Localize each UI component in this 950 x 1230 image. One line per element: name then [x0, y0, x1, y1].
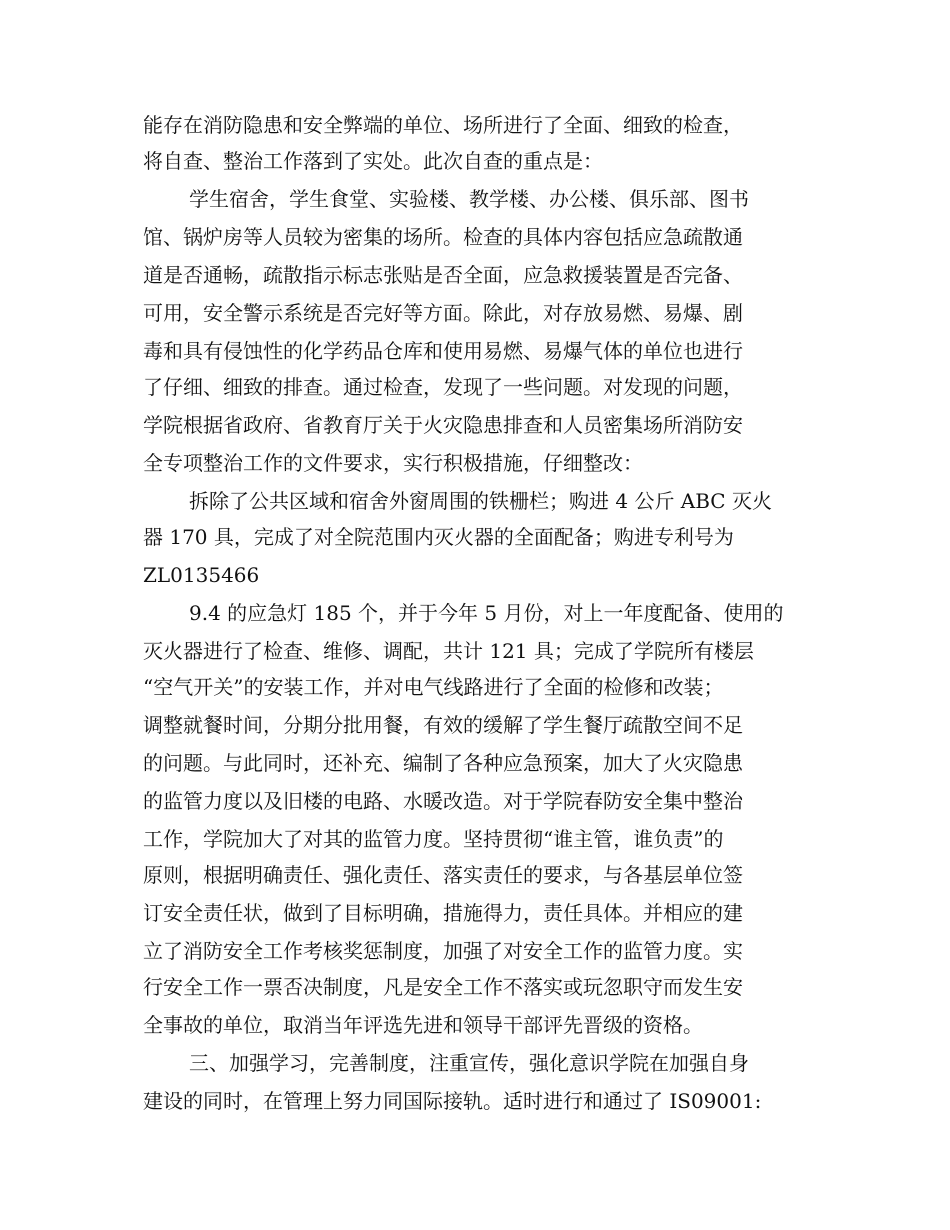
text-line: 的问题。与此同时，还补充、编制了各种应急预案，加大了火灾隐患	[143, 751, 743, 775]
text-line: 全专项整治工作的文件要求，实行积极措施，仔细整改：	[143, 451, 643, 475]
text-line: 原则，根据明确责任、强化责任、落实责任的要求，与各基层单位签	[143, 863, 743, 887]
text-line: 行安全工作一票否决制度，凡是安全工作不落实或玩忽职守而发生安	[143, 975, 743, 999]
text-line: 道是否通畅，疏散指示标志张贴是否全面，应急救援装置是否完备、	[143, 263, 743, 287]
text-line: ZL0135466	[143, 563, 260, 587]
text-line: 立了消防安全工作考核奖惩制度，加强了对安全工作的监管力度。实	[143, 939, 743, 963]
text-line: 建设的同时，在管理上努力同国际接轨。适时进行和通过了 IS09001:	[143, 1089, 762, 1113]
text-line: 工作，学院加大了对其的监管力度。坚持贯彻“谁主管，谁负责”的	[143, 827, 724, 851]
text-line: 9.4 的应急灯 185 个，并于今年 5 月份，对上一年度配备、使用的	[189, 601, 784, 625]
text-line: 的监管力度以及旧楼的电路、水暖改造。对于学院春防安全集中整治	[143, 789, 743, 813]
text-line: 订安全责任状，做到了目标明确，措施得力，责任具体。并相应的建	[143, 901, 743, 925]
text-line: 学生宿舍，学生食堂、实验楼、教学楼、办公楼、俱乐部、图书	[189, 187, 749, 211]
text-line: 三、加强学习，完善制度，注重宣传，强化意识学院在加强自身	[189, 1051, 749, 1075]
text-line: 馆、锅炉房等人员较为密集的场所。检查的具体内容包括应急疏散通	[143, 225, 743, 249]
text-line: 学院根据省政府、省教育厅关于火灾隐患排查和人员密集场所消防安	[143, 413, 743, 437]
text-line: 拆除了公共区域和宿舍外窗周围的铁栅栏；购进 4 公斤 ABC 灭火	[189, 489, 772, 513]
text-line: 灭火器进行了检查、维修、调配，共计 121 具；完成了学院所有楼层	[143, 639, 754, 663]
text-line: 可用，安全警示系统是否完好等方面。除此，对存放易燃、易爆、剧	[143, 301, 743, 325]
text-line: 调整就餐时间，分期分批用餐，有效的缓解了学生餐厅疏散空间不足	[143, 713, 743, 737]
text-line: 了仔细、细致的排查。通过检查，发现了一些问题。对发现的问题，	[143, 375, 743, 399]
text-line: 器 170 具，完成了对全院范围内灭火器的全面配备；购进专利号为	[143, 525, 734, 549]
text-line: “空气开关”的安装工作，并对电气线路进行了全面的检修和改装；	[143, 675, 724, 699]
text-line: 将自查、整治工作落到了实处。此次自查的重点是：	[143, 149, 603, 173]
text-line: 全事故的单位，取消当年评选先进和领导干部评先晋级的资格。	[143, 1013, 703, 1037]
text-line: 毒和具有侵蚀性的化学药品仓库和使用易燃、易爆气体的单位也进行	[143, 339, 743, 363]
text-line: 能存在消防隐患和安全弊端的单位、场所进行了全面、细致的检查，	[143, 113, 743, 137]
